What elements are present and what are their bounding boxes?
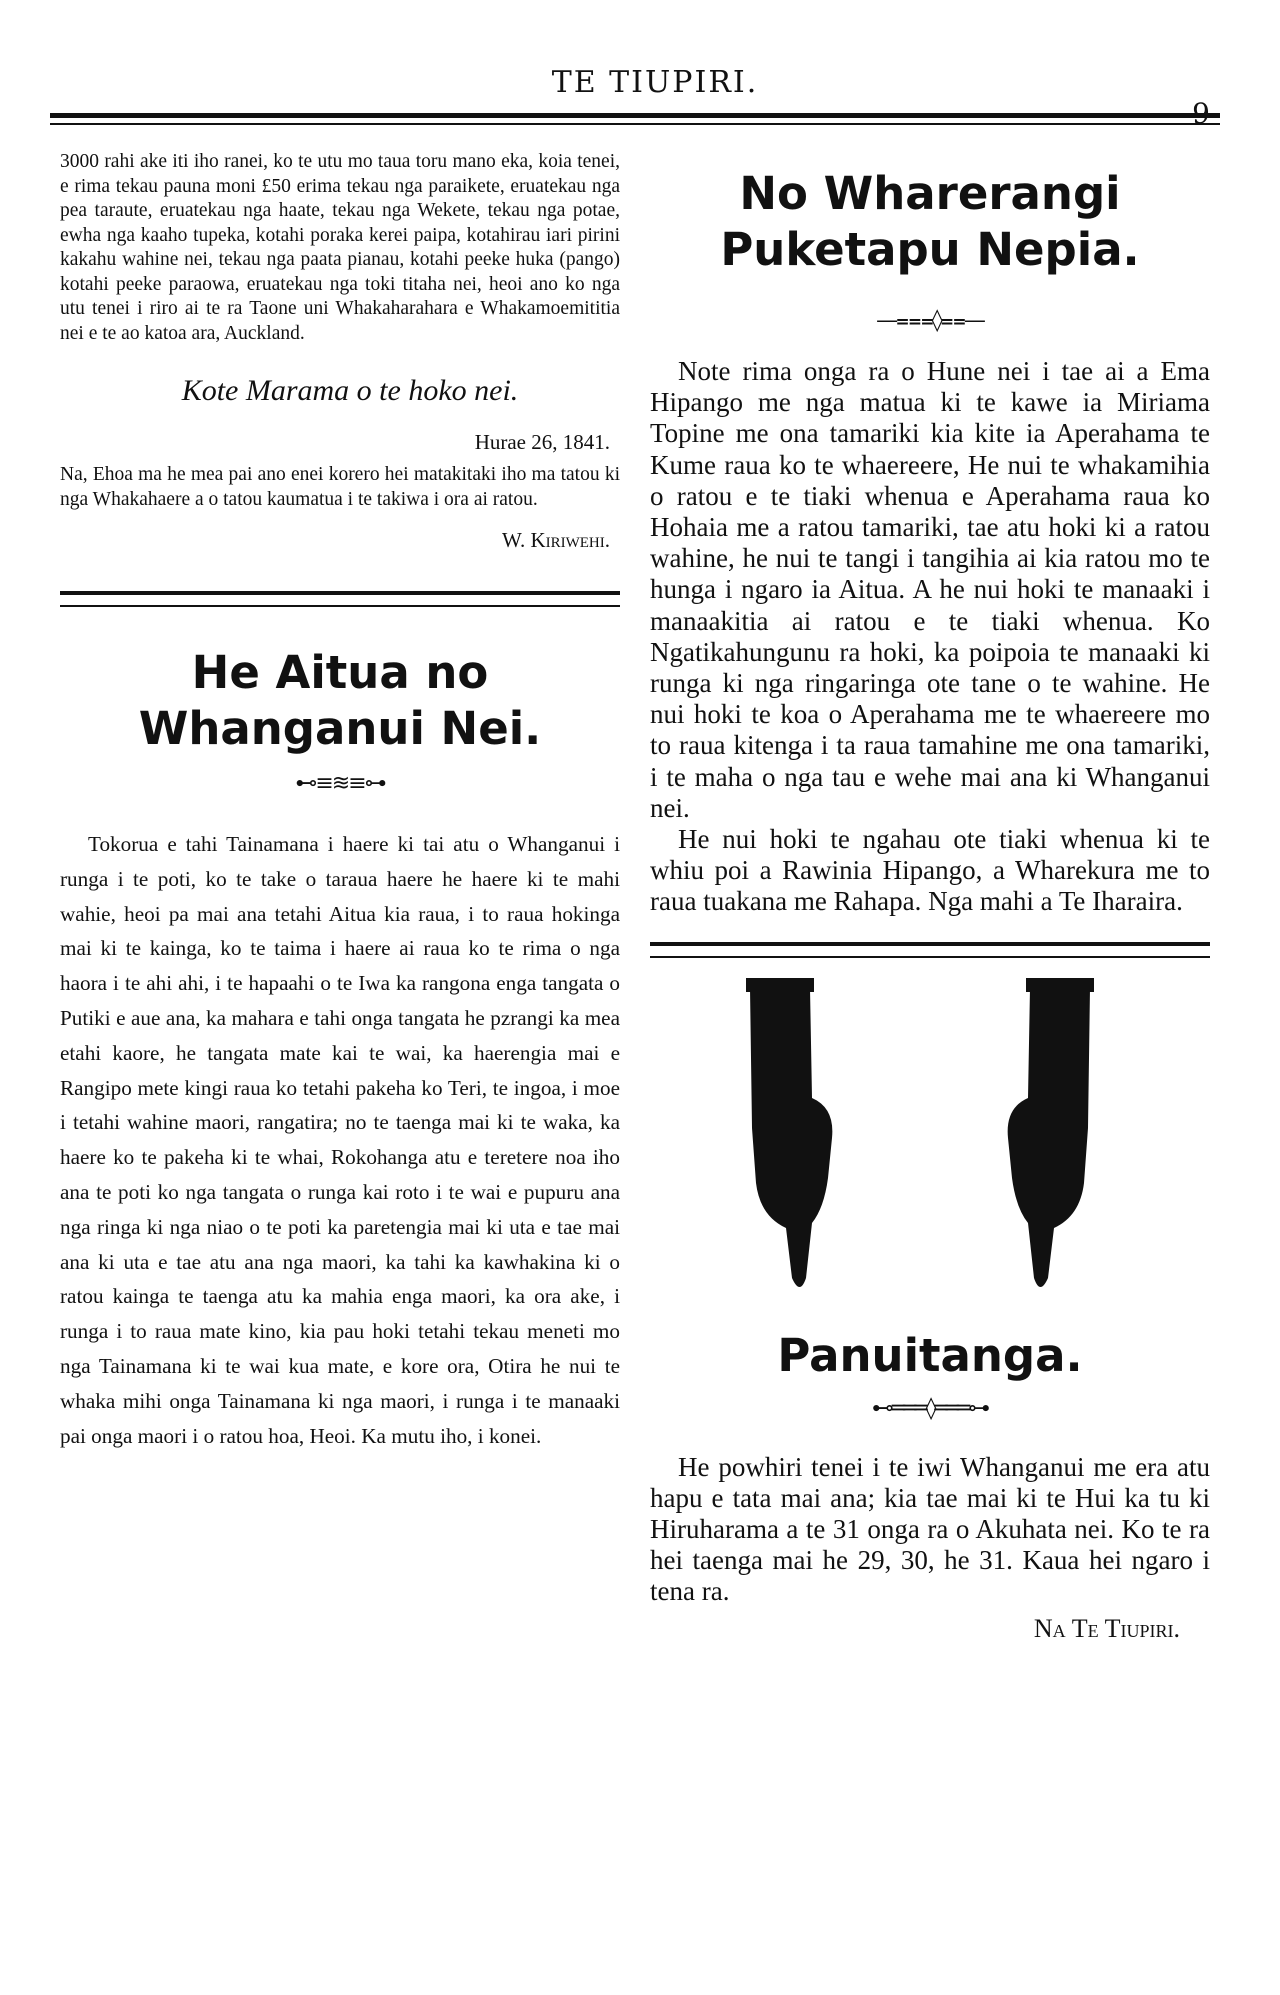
italic-heading: Kote Marama o te hoko nei. bbox=[181, 374, 519, 407]
article-title-right: No Wharerangi Puketapu Nepia. bbox=[720, 167, 1140, 276]
header-rule-thin bbox=[50, 123, 1220, 125]
pointing-hand-down-icon bbox=[980, 978, 1100, 1298]
running-title: TE TIUPIRI. bbox=[551, 65, 759, 100]
notice-body: He powhiri tenei i te iwi Whanganui me era atu hapu e tata mai ana; kia tae mai ki te Hui ka tu ki Hiruharama a te 31 onga ra o Akuhata nei. Ko te ra hei taenga mai he 29, 30, he 31. Kaua hei ngaro i tena ra. bbox=[650, 1451, 1210, 1607]
notice-title: Panuitanga. bbox=[777, 1328, 1083, 1382]
header-rule bbox=[50, 113, 1220, 118]
article-paragraph: Note rima onga ra o Hune nei i tae ai a Ema Hipango me nga matua ki te kawe ia Miriama Topine me ona tamariki kia kite ia Aperahama te Kume raua ko te whaereere, He nui te whakamihia o ratou e te tiaki whenua e Aperahama raua ko Hohaia me a ratou tamariki, tae atu hoki ki a ratou wahine, he nui te tangi i tangihia ai kia ratou mo te hunga i ngaro ia Aitua. A he nui hoki te manaaki i manaakitia ai ratou e te tiaki whenua. Ko Ngatikahungunu ra hoki, ka poipoia te manaaki ki runga ki nga ringaringa ote tane o te wahine. He nui hoki te koa o Aperahama me te whaereere mo to raua kitenga i ta raua tamahine me ona tamariki, i te maha o nga tau e wehe mai ana ki Whanganui nei. bbox=[650, 356, 1210, 823]
ornament-divider-right: —⩶◊⩵— bbox=[876, 308, 984, 333]
right-column bbox=[650, 150, 1210, 1644]
dateline: Hurae 26, 1841. bbox=[474, 430, 610, 454]
article-paragraph-2: He nui hoki te ngahau ote tiaki whenua ki te whiu poi a Rawinia Hipango, a Wharekura me to raua tuakana me Rahapa. Nga mahi a Te Iharaira. bbox=[650, 824, 1210, 917]
notice-signature: Na Te Tiupiri. bbox=[1033, 1613, 1180, 1643]
signature: W. Kiriwehi. bbox=[502, 528, 610, 552]
notice-ornament: ⊷═══◊═══⊶ bbox=[871, 1395, 989, 1421]
article-title: He Aitua no Whanganui Nei. bbox=[138, 646, 542, 755]
left-column bbox=[60, 150, 620, 1453]
section-divider bbox=[60, 591, 620, 607]
article-body: Tokorua e tahi Tainamana i haere ki tai atu o Whanganui i runga i te poti, ko te take o taraua haere he haere ki te mahi wahie, heoi pa mai ana tetahi Aitua kia raua, i to raua hokinga mai ki te kainga, ko te taima i haere ai raua ko te rima o nga haora i te ahi ahi, i te hapaahi o te Iwa ka rangona enga tangata o Putiki e aue ana, ka mahara e tahi onga tangata he pzrangi ka mea etahi kaore, he tangata mate kai te wai, ka haerengia mai e Rangipo mete kingi raua ko tetahi pakeha ko Teri, te ingoa, i moe i tetahi wahine maori, rangatira; no te taenga mai ki te waka, ka haere ko te pakeha ki te whai, Rokohanga atu e teretere noa iho ana te poti ko nga tangata o runga kai roto i te wai e pupuru ana nga ringa ki nga niao o te poti ka paretengia mai ki uta e tae mai ana ki uta e tae atu ana nga maori, ka tahi ka kawhakina ki o ratou kainga te taenga atu ka mahia enga maori, ka ora ake, i runga i to raua mate kino, kia pau hoki tetahi tekau meneti mo nga Tainamana ki te wai kua mate, e kore ora, Otira he nui te whaka mihi onga Tainamana ki nga maori, i runga i te manaaki pai onga maori i o ratou hoa, Heoi. Ka mutu iho, i konei. bbox=[60, 832, 620, 1448]
pointing-hands bbox=[650, 958, 1210, 1298]
letter-paragraph: Na, Ehoa ma he mea pai ano enei korero hei matakitaki iho ma tatou ki nga Whakahaere a o tatou kaumatua i te takiwa i ora ai ratou. bbox=[60, 464, 620, 510]
opening-paragraph: 3000 rahi ake iti iho ranei, ko te utu mo taua toru mano eka, koia tenei, e rima tekau pauna moni £50 erima tekau nga paraikete, eruatekau nga pea taraute, eruatekau nga haate, tekau nga Wekete, tekau nga potae, ewha nga kaaho tupeka, kotahi poraka kerei paipa, kotahirau iari pirini kakahu wahine nei, tekau nga paata pianau, kotahi peeke huka (pango) kotahi peeke paraowa, eruatekau nga toki titaha nei, heoi ano ko nga utu tenei i riro ai te ra Taone uni Whakaharahara e Whakamoemititia nei e te ao katoa ara, Auckland. bbox=[60, 151, 620, 344]
section-divider-right bbox=[650, 942, 1210, 958]
ornament-divider: ⊷≡≋≡⊶ bbox=[295, 771, 385, 796]
pointing-hand-down-icon bbox=[740, 978, 860, 1298]
page-header bbox=[50, 55, 1230, 150]
